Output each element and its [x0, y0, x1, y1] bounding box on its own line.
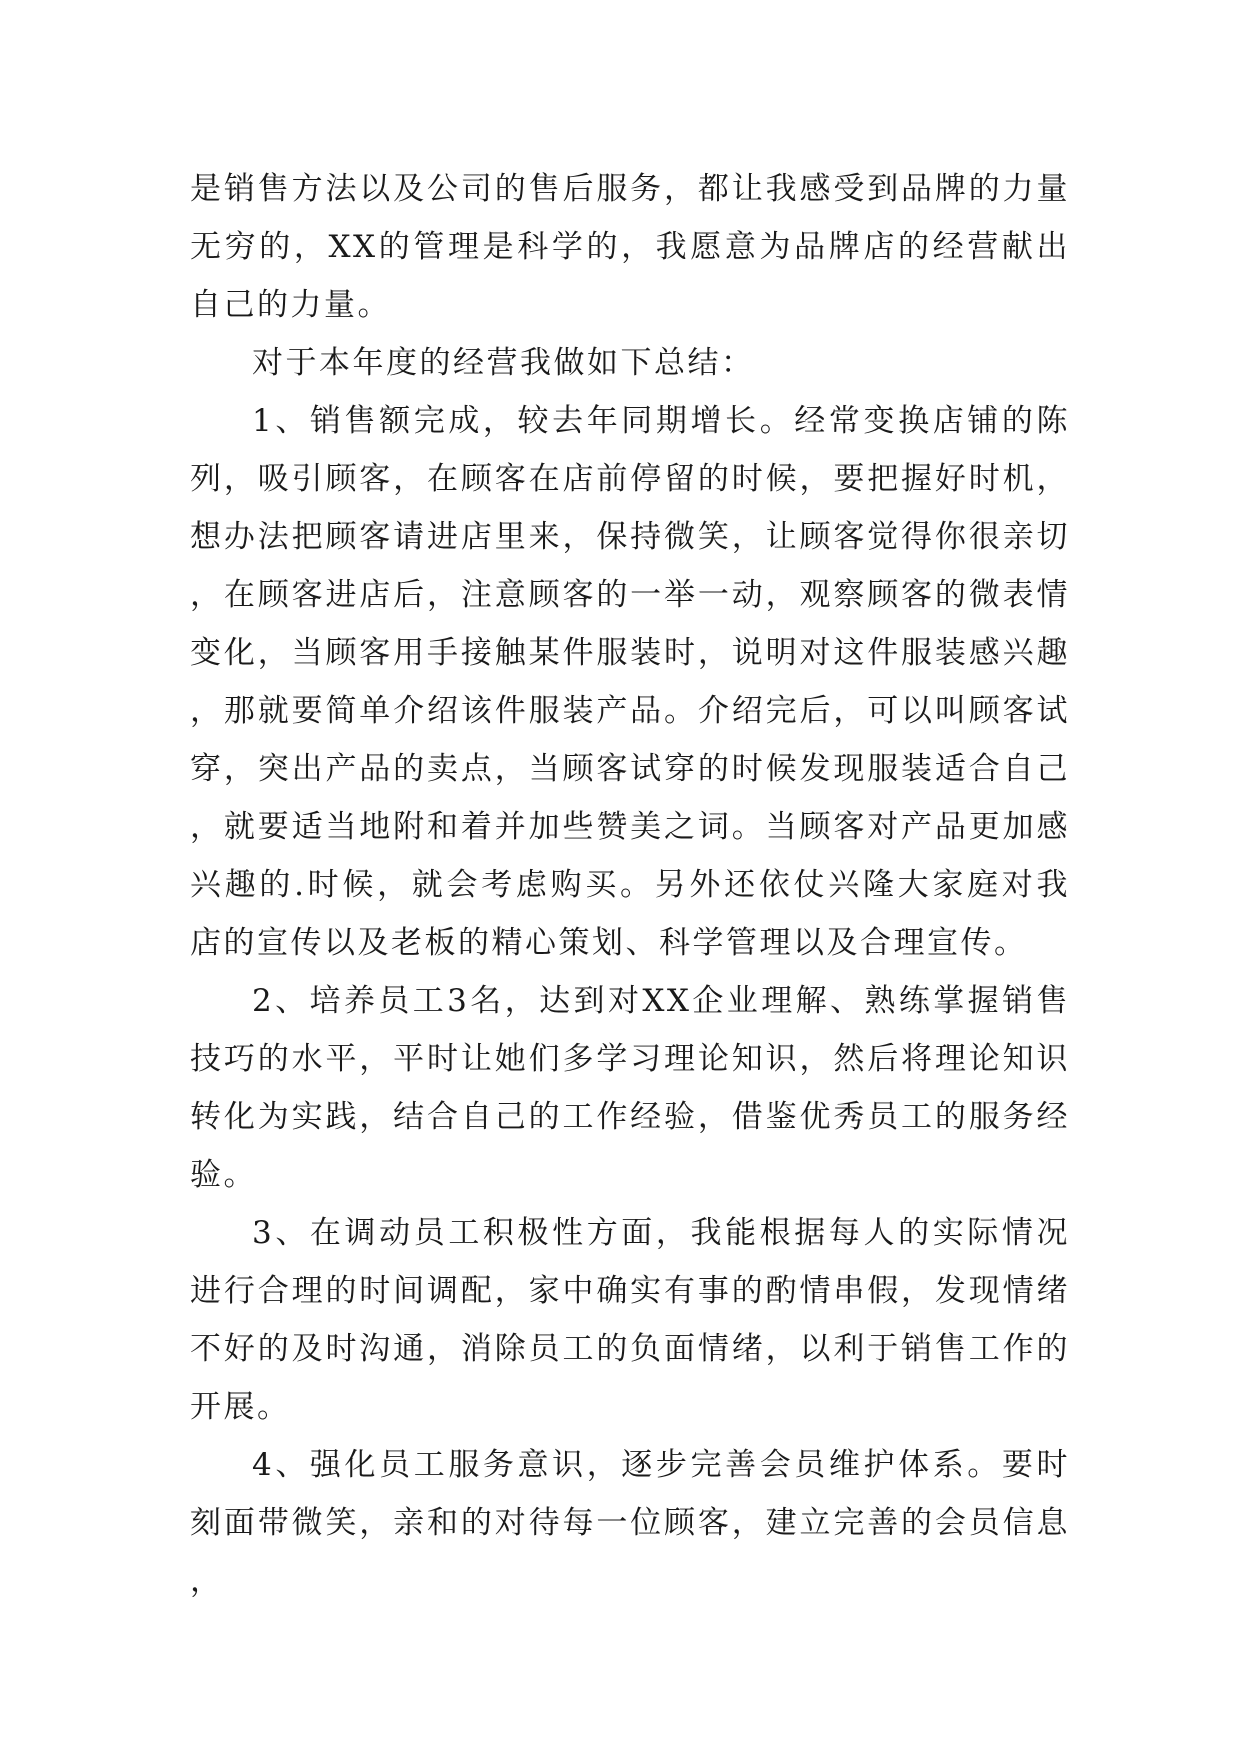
paragraph-item-2: 2、培养员工3名，达到对XX企业理解、熟练掌握销售技巧的水平，平时让她们多学习理论知识，然后将理论知识转化为实践，结合自己的工作经验，借鉴优秀员工的服务经验。	[190, 983, 1070, 1193]
paragraph-item-4: 4、强化员工服务意识，逐步完善会员维护体系。要时刻面带微笑，亲和的对待每一位顾客，建立完善的会员信息，	[190, 1447, 1070, 1599]
paragraph-summary-intro: 对于本年度的经营我做如下总结：	[252, 345, 755, 381]
paragraph-item-1: 1、销售额完成，较去年同期增长。经常变换店铺的陈列，吸引顾客，在顾客在店前停留的时候，要把握好时机，想办法把顾客请进店里来，保持微笑，让顾客觉得你很亲切，在顾客进店后，注意顾客的一举一动，观察顾客的微表情变化，当顾客用手接触某件服装时，说明对这件服装感兴趣，那就要简单介绍该件服装产品。介绍完后，可以叫顾客试穿，突出产品的卖点，当顾客试穿的时候发现服装适合自己，就要适当地附和着并加些赞美之词。当顾客对产品更加感兴趣的.时候，就会考虑购买。另外还依仗兴隆大家庭对我店的宣传以及老板的精心策划、科学管理以及合理宣传。	[190, 403, 1070, 961]
paragraph-item-3: 3、在调动员工积极性方面，我能根据每人的实际情况进行合理的时间调配，家中确实有事的酌情串假，发现情绪不好的及时沟通，消除员工的负面情绪，以利于销售工作的开展。	[190, 1215, 1070, 1425]
paragraph-continuation: 是销售方法以及公司的售后服务，都让我感受到品牌的力量无穷的，XX的管理是科学的，我愿意为品牌店的经营献出自己的力量。	[190, 171, 1070, 323]
document-body	[190, 160, 1070, 1610]
